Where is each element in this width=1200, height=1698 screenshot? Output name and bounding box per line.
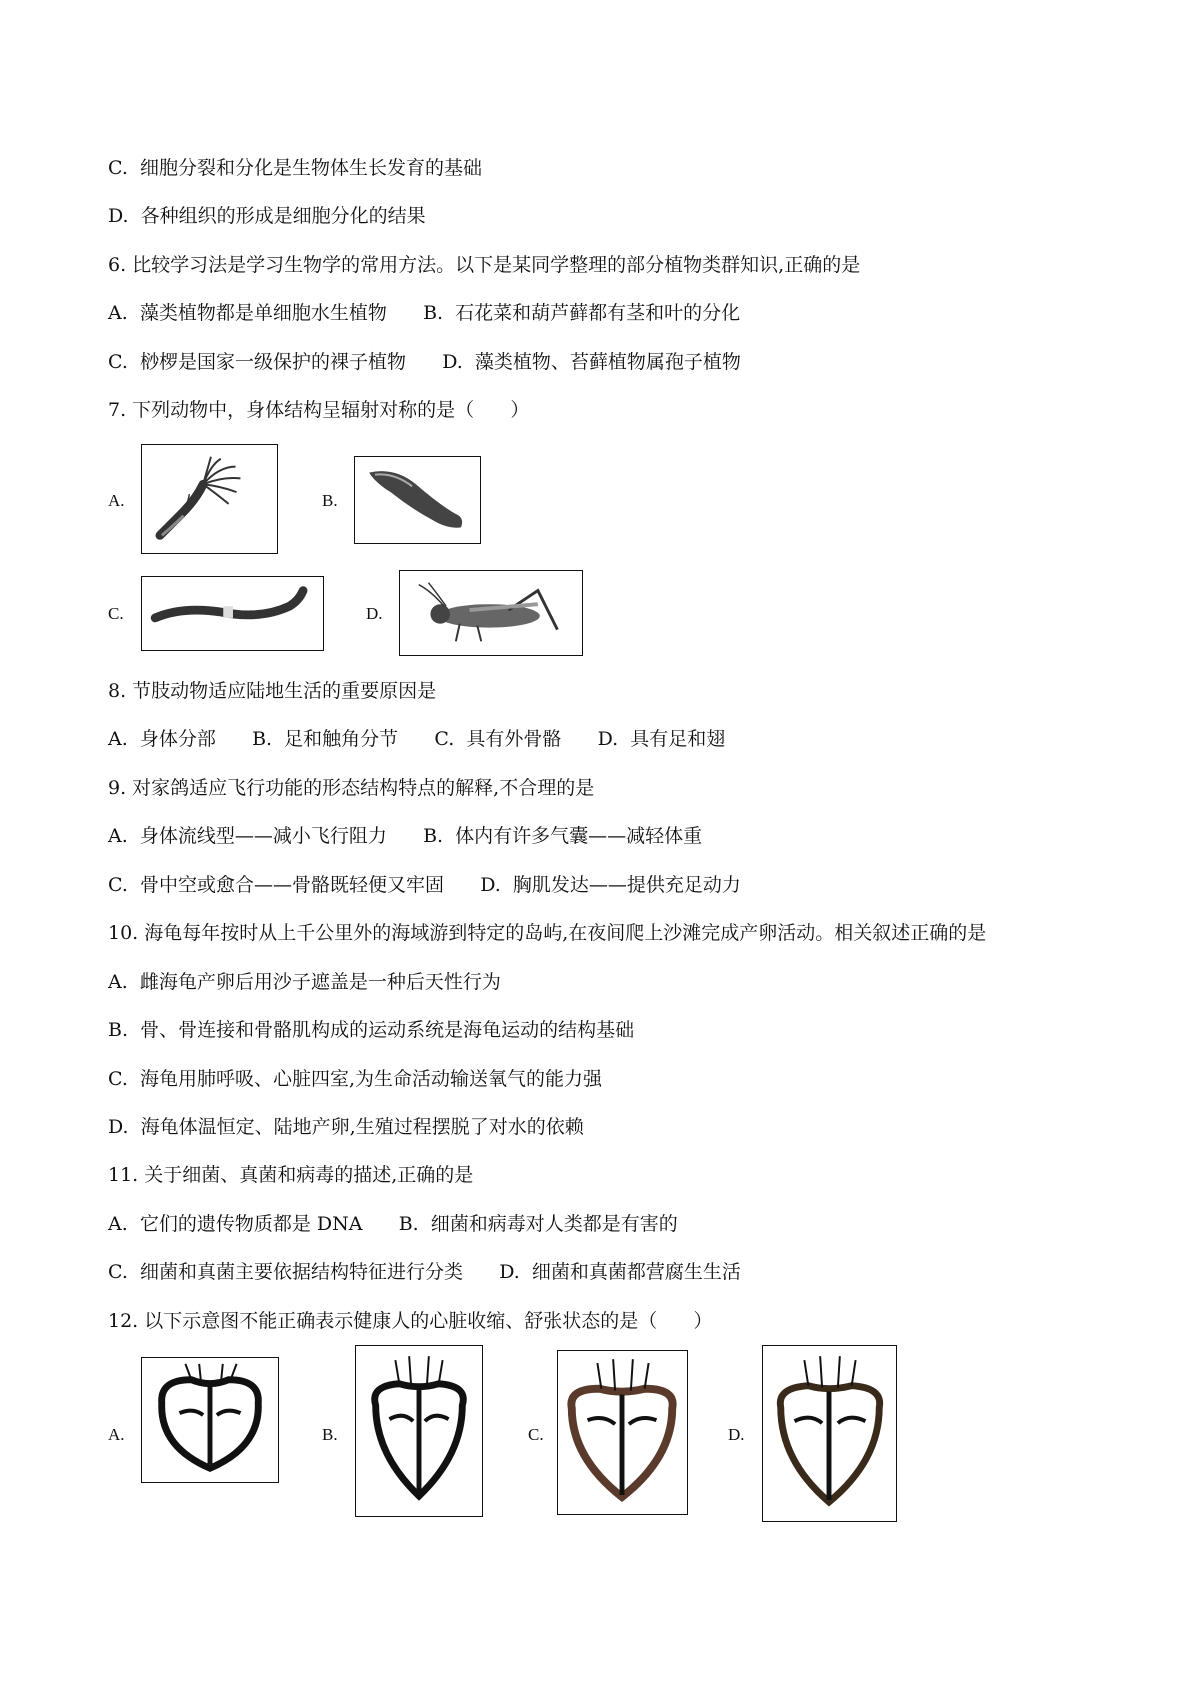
q7-label-b: B.	[322, 491, 338, 510]
hydra-icon	[142, 445, 277, 553]
q12-label-d: D.	[728, 1425, 745, 1444]
heart-diagram-icon	[558, 1351, 687, 1514]
q7-figure-grasshopper	[399, 570, 583, 656]
q10-option-c: C. 海龟用肺呼吸、心脏四室,为生命活动输送氧气的能力强	[108, 1068, 603, 1090]
heart-diagram-icon	[142, 1358, 278, 1482]
q11-stem: 11. 关于细菌、真菌和病毒的描述,正确的是	[108, 1164, 474, 1186]
q11-options-ab: A. 它们的遗传物质都是 DNA B. 细菌和病毒对人类都是有害的	[108, 1213, 678, 1235]
q7-stem: 7. 下列动物中，身体结构呈辐射对称的是（ ）	[108, 399, 530, 421]
q7-figure-earthworm	[141, 576, 324, 651]
q10-option-d: D. 海龟体温恒定、陆地产卵,生殖过程摆脱了对水的依赖	[108, 1116, 584, 1138]
q6-options-ab: A. 藻类植物都是单细胞水生植物 B. 石花菜和葫芦藓都有茎和叶的分化	[108, 302, 741, 324]
q9-stem: 9. 对家鸽适应飞行功能的形态结构特点的解释,不合理的是	[108, 777, 595, 799]
q12-stem: 12. 以下示意图不能正确表示健康人的心脏收缩、舒张状态的是（ ）	[108, 1310, 713, 1332]
q12-figure-heart-a	[141, 1357, 279, 1483]
q12-label-a: A.	[108, 1425, 125, 1444]
q9-options-cd: C. 骨中空或愈合——骨骼既轻便又牢固 D. 胸肌发达——提供充足动力	[108, 874, 741, 896]
q12-figure-heart-c	[557, 1350, 688, 1515]
q8-options: A. 身体分部 B. 足和触角分节 C. 具有外骨骼 D. 具有足和翅	[108, 728, 726, 750]
q10-option-a: A. 雌海龟产卵后用沙子遮盖是一种后天性行为	[108, 971, 501, 993]
q12-label-c: C.	[528, 1425, 544, 1444]
q7-figure-hydra	[141, 444, 278, 554]
q12-figure-heart-b	[355, 1345, 483, 1517]
flatworm-icon	[355, 457, 480, 543]
q11-options-cd: C. 细菌和真菌主要依据结构特征进行分类 D. 细菌和真菌都营腐生生活	[108, 1261, 741, 1283]
q6-options-cd: C. 桫椤是国家一级保护的裸子植物 D. 藻类植物、苔藓植物属孢子植物	[108, 351, 741, 373]
q7-figure-flatworm	[354, 456, 481, 544]
q5-option-d: D. 各种组织的形成是细胞分化的结果	[108, 205, 426, 227]
q9-options-ab: A. 身体流线型——减小飞行阻力 B. 体内有许多气囊——减轻体重	[108, 825, 703, 847]
q8-stem: 8. 节肢动物适应陆地生活的重要原因是	[108, 680, 437, 702]
q10-option-b: B. 骨、骨连接和骨骼肌构成的运动系统是海龟运动的结构基础	[108, 1019, 635, 1041]
heart-diagram-icon	[763, 1346, 896, 1521]
q10-stem: 10. 海龟每年按时从上千公里外的海域游到特定的岛屿,在夜间爬上沙滩完成产卵活动。相关叙述正确的是	[108, 922, 987, 944]
q7-label-a: A.	[108, 491, 125, 510]
earthworm-icon	[142, 577, 323, 650]
grasshopper-icon	[400, 571, 582, 655]
q12-label-b: B.	[322, 1425, 338, 1444]
q6-stem: 6. 比较学习法是学习生物学的常用方法。以下是某同学整理的部分植物类群知识,正确的是	[108, 254, 861, 276]
heart-diagram-icon	[356, 1346, 482, 1516]
q12-figure-heart-d	[762, 1345, 897, 1522]
q7-label-d: D.	[366, 604, 383, 623]
q7-label-c: C.	[108, 604, 124, 623]
q5-option-c: C. 细胞分裂和分化是生物体生长发育的基础	[108, 157, 482, 179]
